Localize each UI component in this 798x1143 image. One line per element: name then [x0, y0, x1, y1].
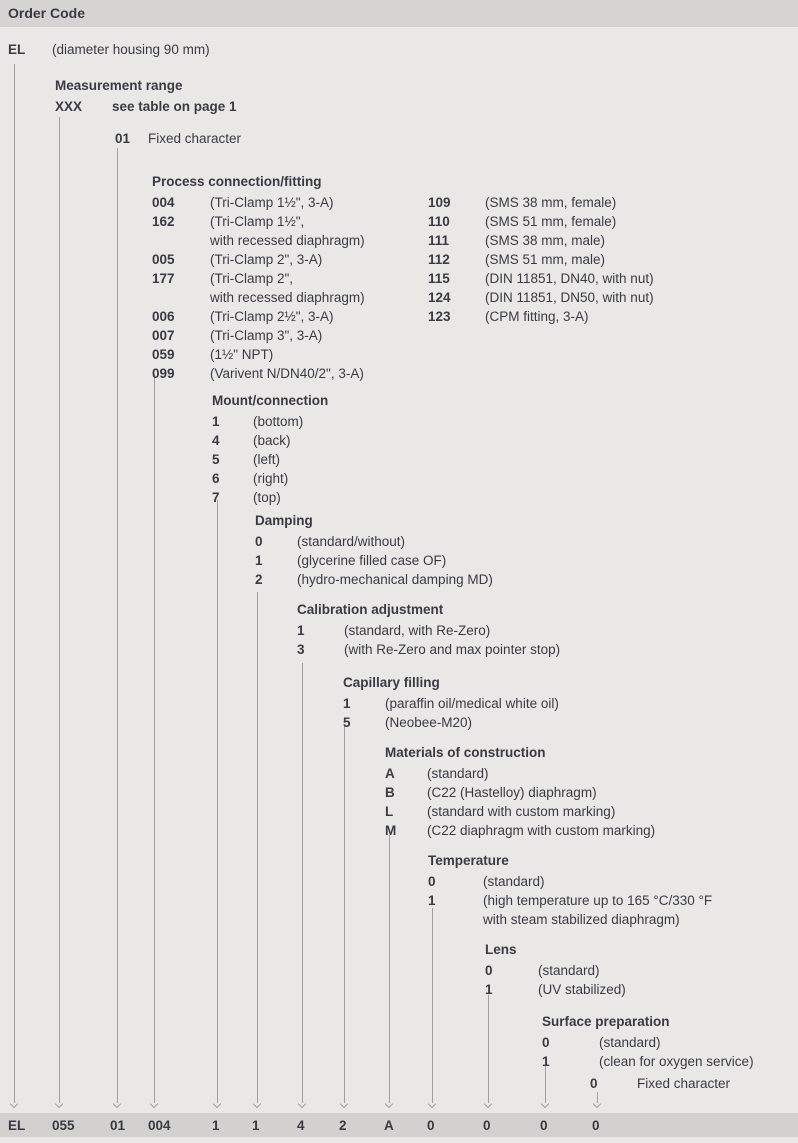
arrow-down-icon	[113, 1100, 121, 1108]
option-desc: (SMS 38 mm, female)	[485, 195, 617, 210]
option-desc-line: (Tri-Clamp 2",	[210, 271, 294, 286]
option-desc: see table on page 1	[112, 99, 237, 114]
section-materials-of-construction	[385, 743, 655, 840]
example-code-value: 0	[427, 1118, 435, 1133]
code-row	[542, 1052, 754, 1071]
code-row	[115, 129, 241, 148]
code-row	[485, 980, 626, 999]
drop-arrow-damping	[253, 592, 262, 1108]
code-row	[212, 469, 328, 488]
arrow-down-icon	[428, 1100, 436, 1108]
code-row	[152, 269, 365, 307]
option-code: 1	[485, 982, 493, 997]
section-process-connection-right-column	[428, 193, 654, 326]
model-row	[8, 40, 210, 59]
drop-arrow-capillary	[340, 726, 349, 1108]
option-desc: (top)	[253, 490, 281, 505]
code-row	[590, 1074, 730, 1093]
model-desc: (diameter housing 90 mm)	[52, 42, 210, 57]
code-row	[385, 821, 655, 840]
option-code: 0	[590, 1076, 598, 1091]
option-desc: (Tri-Clamp 1½", 3-A)	[210, 195, 334, 210]
arrow-shaft	[302, 663, 303, 1103]
code-row	[297, 621, 560, 640]
example-code-value: 2	[339, 1118, 347, 1133]
option-code: 124	[428, 290, 451, 305]
code-row	[343, 694, 559, 713]
option-desc: (standard with custom marking)	[427, 804, 616, 819]
example-code-value: 01	[110, 1118, 126, 1133]
code-row	[428, 872, 712, 891]
code-row	[152, 326, 365, 345]
option-code: 7	[212, 490, 220, 505]
code-row	[255, 532, 493, 551]
code-row	[385, 764, 655, 783]
section-mount-connection	[212, 391, 328, 507]
code-row	[212, 412, 328, 431]
option-desc: (DIN 11851, DN50, with nut)	[485, 290, 654, 305]
arrow-down-icon	[55, 1100, 63, 1108]
code-row	[485, 961, 626, 980]
option-desc-line: with recessed diaphragm)	[210, 290, 365, 305]
page-title: Order Code	[8, 5, 86, 21]
section-title: Damping	[255, 513, 313, 528]
code-row	[428, 307, 654, 326]
option-code: 0	[542, 1035, 550, 1050]
option-desc: (Tri-Clamp 2½", 3-A)	[210, 309, 334, 324]
option-code: 1	[343, 696, 351, 711]
section-title: Capillary filling	[343, 675, 440, 690]
option-desc: (UV stabilized)	[538, 982, 626, 997]
arrow-down-icon	[484, 1100, 492, 1108]
option-desc: (clean for oxygen service)	[599, 1054, 754, 1069]
section-title: Calibration adjustment	[297, 602, 444, 617]
example-code-value: 0	[483, 1118, 491, 1133]
arrow-shaft	[217, 500, 218, 1103]
example-code-value: A	[384, 1118, 394, 1133]
section-temperature	[428, 851, 712, 929]
option-code: 115	[428, 271, 450, 286]
option-code: 5	[343, 715, 351, 730]
option-desc: Fixed character	[637, 1076, 731, 1091]
drop-arrow-measurement	[55, 117, 64, 1108]
option-desc: (SMS 38 mm, male)	[485, 233, 606, 248]
option-desc: (right)	[253, 471, 289, 486]
arrow-shaft	[59, 117, 60, 1103]
section-title: Surface preparation	[542, 1014, 670, 1029]
arrow-down-icon	[340, 1100, 348, 1108]
option-desc: (SMS 51 mm, female)	[485, 214, 617, 229]
option-code: 0	[485, 963, 493, 978]
arrow-down-icon	[253, 1100, 261, 1108]
option-desc: (standard/without)	[297, 534, 406, 549]
option-code: B	[385, 785, 395, 800]
drop-arrow-model	[10, 64, 19, 1108]
option-code: 059	[152, 347, 175, 362]
option-desc: (glycerine filled case OF)	[297, 553, 447, 568]
section-fixed-character-01	[115, 129, 241, 148]
drop-arrow-lens	[484, 995, 493, 1108]
option-code: 1	[428, 893, 436, 908]
example-code-value: 1	[252, 1118, 260, 1133]
code-row	[428, 250, 654, 269]
code-row	[343, 713, 559, 732]
option-code: 1	[542, 1054, 550, 1069]
arrow-down-icon	[541, 1100, 549, 1108]
option-desc	[210, 269, 365, 307]
code-row	[152, 250, 365, 269]
arrow-shaft	[432, 908, 433, 1103]
code-row	[212, 450, 328, 469]
option-code: 099	[152, 366, 175, 381]
option-desc	[210, 212, 365, 250]
option-desc	[483, 891, 712, 929]
option-desc: (1½" NPT)	[210, 347, 274, 362]
option-desc: (standard)	[599, 1035, 661, 1050]
option-desc: (standard)	[427, 766, 489, 781]
option-code: M	[385, 823, 397, 838]
option-code: 1	[255, 553, 263, 568]
option-desc: Fixed character	[148, 131, 242, 146]
arrow-shaft	[154, 374, 155, 1103]
section-measurement-range	[55, 76, 237, 116]
example-code-value: 004	[148, 1118, 171, 1133]
code-row	[212, 488, 328, 507]
option-code: 1	[297, 623, 305, 638]
code-row	[255, 570, 493, 589]
option-code: 5	[212, 452, 220, 467]
drop-arrow-materials	[385, 835, 394, 1108]
option-desc: (Varivent N/DN40/2", 3-A)	[210, 366, 364, 381]
option-code: 0	[428, 874, 436, 889]
arrow-down-icon	[213, 1100, 221, 1108]
option-code: 01	[115, 131, 131, 146]
code-row	[428, 269, 654, 288]
option-code: XXX	[55, 99, 83, 114]
arrow-down-icon	[150, 1100, 158, 1108]
option-code: 123	[428, 309, 451, 324]
arrow-shaft	[14, 64, 15, 1103]
example-code-value: 055	[52, 1118, 75, 1133]
arrow-shaft	[488, 995, 489, 1103]
option-code: 006	[152, 309, 175, 324]
option-code: 2	[255, 572, 263, 587]
code-row	[255, 551, 493, 570]
option-desc: (standard)	[483, 874, 545, 889]
option-code: 005	[152, 252, 175, 267]
code-row	[55, 97, 237, 116]
option-desc-line: (high temperature up to 165 °C/330 °F	[483, 893, 713, 908]
option-desc: (Tri-Clamp 3", 3-A)	[210, 328, 323, 343]
code-row	[385, 783, 655, 802]
code-row	[428, 288, 654, 307]
code-row	[152, 307, 365, 326]
drop-arrow-fixed01	[113, 148, 122, 1108]
section-title: Process connection/fitting	[152, 174, 322, 189]
option-desc: (bottom)	[253, 414, 304, 429]
option-desc: (hydro-mechanical damping MD)	[297, 572, 493, 587]
option-desc: (paraffin oil/medical white oil)	[385, 696, 559, 711]
option-desc: (DIN 11851, DN40, with nut)	[485, 271, 654, 286]
code-row	[152, 212, 365, 250]
option-code: A	[385, 766, 395, 781]
arrow-shaft	[344, 726, 345, 1103]
option-desc-line: with recessed diaphragm)	[210, 233, 365, 248]
example-code-value: 1	[212, 1118, 220, 1133]
example-code-value: 4	[297, 1118, 305, 1133]
option-code: 6	[212, 471, 220, 486]
option-code: 0	[255, 534, 263, 549]
arrow-down-icon	[385, 1100, 393, 1108]
option-desc-line: (Tri-Clamp 1½",	[210, 214, 305, 229]
section-capillary-filling	[343, 673, 559, 732]
section-process-connection	[152, 172, 365, 383]
option-code: 4	[212, 433, 220, 448]
option-desc: (Tri-Clamp 2", 3-A)	[210, 252, 323, 267]
code-row	[152, 345, 365, 364]
option-desc: (CPM fitting, 3-A)	[485, 309, 589, 324]
section-surface-preparation	[542, 1012, 754, 1071]
option-code: 109	[428, 195, 451, 210]
section-damping	[255, 511, 493, 589]
option-desc: (Neobee-M20)	[385, 715, 473, 730]
order-code-header-bar	[0, 0, 798, 27]
drop-arrow-process	[150, 374, 159, 1108]
option-code: 007	[152, 328, 175, 343]
option-desc: (C22 (Hastelloy) diaphragm)	[427, 785, 597, 800]
code-row	[385, 802, 655, 821]
example-code-value: EL	[8, 1118, 26, 1133]
option-code: 004	[152, 195, 175, 210]
option-code: 162	[152, 214, 175, 229]
code-row	[212, 431, 328, 450]
option-code: 110	[428, 214, 450, 229]
arrow-down-icon	[298, 1100, 306, 1108]
code-row	[297, 640, 560, 659]
section-title: Materials of construction	[385, 745, 546, 760]
option-desc: (C22 diaphragm with custom marking)	[427, 823, 656, 838]
section-calibration-adjustment	[297, 600, 560, 659]
code-row	[152, 364, 365, 383]
option-code: L	[385, 804, 394, 819]
option-code: 177	[152, 271, 175, 286]
arrow-shaft	[117, 148, 118, 1103]
drop-arrow-surface	[541, 1065, 550, 1108]
option-code: 112	[428, 252, 450, 267]
code-row	[428, 212, 654, 231]
option-desc: (standard)	[538, 963, 600, 978]
arrow-shaft	[389, 835, 390, 1103]
code-row	[152, 193, 365, 212]
code-row	[428, 231, 654, 250]
example-code-value: 0	[592, 1118, 600, 1133]
drop-arrow-fixed0	[593, 1092, 602, 1108]
option-desc: (SMS 51 mm, male)	[485, 252, 606, 267]
model-code: EL	[8, 42, 26, 57]
option-desc: (left)	[253, 452, 280, 467]
section-fixed-character-0	[590, 1074, 730, 1093]
example-code-value: 0	[540, 1118, 548, 1133]
option-desc: (with Re-Zero and max pointer stop)	[344, 642, 561, 657]
drop-arrow-mount	[213, 500, 222, 1108]
code-row	[428, 891, 712, 929]
arrow-down-icon	[593, 1100, 601, 1108]
code-row	[428, 193, 654, 212]
section-title: Lens	[485, 942, 517, 957]
option-desc: (standard, with Re-Zero)	[344, 623, 491, 638]
section-title: Measurement range	[55, 78, 183, 93]
option-code: 111	[428, 233, 450, 248]
section-lens	[485, 940, 626, 999]
arrow-down-icon	[10, 1100, 18, 1108]
drop-arrow-temperature	[428, 908, 437, 1108]
section-title: Mount/connection	[212, 393, 329, 408]
drop-arrow-calibration	[298, 663, 307, 1108]
arrow-shaft	[257, 592, 258, 1103]
section-title: Temperature	[428, 853, 509, 868]
option-desc: (back)	[253, 433, 291, 448]
code-row	[542, 1033, 754, 1052]
example-order-code-bar	[0, 1113, 798, 1137]
option-code: 3	[297, 642, 305, 657]
option-desc-line: with steam stabilized diaphragm)	[483, 912, 680, 927]
option-code: 1	[212, 414, 220, 429]
